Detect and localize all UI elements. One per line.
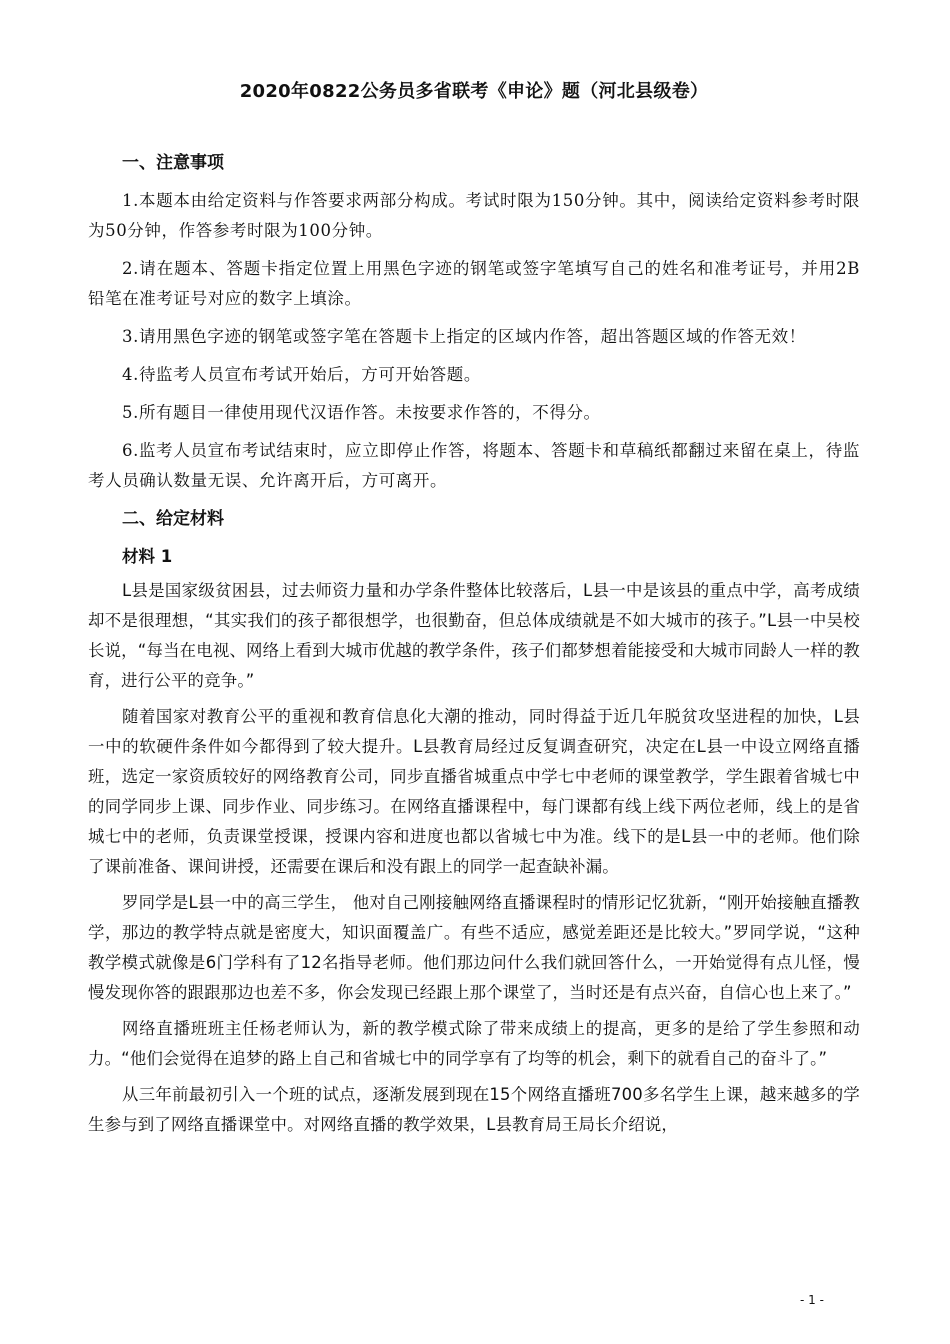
notice-item: 6.监考人员宣布考试结束时，应立即停止作答，将题本、答题卡和草稿纸都翻过来留在桌上，待监考人员确认数量无误、允许离开后，方可离开。	[88, 441, 860, 490]
notice-list	[88, 186, 860, 496]
materials-heading: 二、给定材料	[122, 509, 224, 529]
material-paragraph: 网络直播班班主任杨老师认为，新的教学模式除了带来成绩上的提高，更多的是给了学生参照和动力。“他们会觉得在追梦的路上自己和省城七中的同学享有了均等的机会，剩下的就看自己的奋斗了。”	[88, 1019, 860, 1068]
material-paragraph: 随着国家对教育公平的重视和教育信息化大潮的推动，同时得益于近几年脱贫攻坚进程的加快，L县一中的软硬件条件如今都得到了较大提升。L县教育局经过反复调查研究，决定在L县一中设立网络直播班，选定一家资质较好的网络教育公司，同步直播省城重点中学七中老师的课堂教学，学生跟着省城七中的同学同步上课、同步作业、同步练习。在网络直播课程中，每门课都有线上线下两位老师，线上的是省城七中的老师，负责课堂授课，授课内容和进度也都以省城七中为准。线下的是L县一中的老师。他们除了课前准备、课间讲授，还需要在课后和没有跟上的同学一起查缺补漏。	[88, 707, 860, 876]
notice-item: 3.请用黑色字迹的钢笔或签字笔在答题卡上指定的区域内作答，超出答题区域的作答无效！	[122, 327, 806, 346]
page-number: - 1 -	[800, 1293, 824, 1307]
document-title: 2020年0822公务员多省联考《申论》题（河北县级卷）	[239, 81, 709, 102]
notice-item: 1.本题本由给定资料与作答要求两部分构成。考试时限为150分钟。其中，阅读给定资料参考时限为50分钟，作答参考时限为100分钟。	[88, 191, 860, 240]
material-paragraph: 从三年前最初引入一个班的试点，逐渐发展到现在15个网络直播班700多名学生上课，越来越多的学生参与到了网络直播课堂中。对网络直播的教学效果，L县教育局王局长介绍说，	[88, 1085, 860, 1134]
notice-item: 2.请在题本、答题卡指定位置上用黑色字迹的钢笔或签字笔填写自己的姓名和准考证号，并用2B铅笔在准考证号对应的数字上填涂。	[88, 259, 860, 308]
notice-heading: 一、注意事项	[122, 153, 224, 173]
material-1	[88, 542, 860, 1140]
material-1-title: 材料 1	[122, 547, 173, 566]
material-paragraph: 罗同学是L县一中的高三学生， 他对自己刚接触网络直播课程时的情形记忆犹新，“刚开始接触直播教学，那边的教学特点就是密度大，知识面覆盖广。有些不适应，感觉差距还是比较大。”罗同学说，“这种教学模式就像是6门学科有了12名指导老师。他们那边问什么我们就回答什么，一开始觉得有点儿怪，慢慢发现你答的跟跟那边也差不多，你会发现已经跟上那个课堂了，当时还是有点兴奋，自信心也上来了。”	[88, 893, 860, 1002]
notice-item: 4.待监考人员宣布考试开始后，方可开始答题。	[122, 365, 481, 384]
notice-item: 5.所有题目一律使用现代汉语作答。未按要求作答的，不得分。	[122, 403, 601, 422]
document-body	[88, 148, 860, 1146]
material-paragraph: L县是国家级贫困县，过去师资力量和办学条件整体比较落后，L县一中是该县的重点中学，高考成绩却不是很理想，“其实我们的孩子都很想学，也很勤奋，但总体成绩就是不如大城市的孩子。”L县一中吴校长说，“每当在电视、网络上看到大城市优越的教学条件，孩子们都梦想着能接受和大城市同龄人一样的教育，进行公平的竞争。”	[88, 581, 860, 690]
